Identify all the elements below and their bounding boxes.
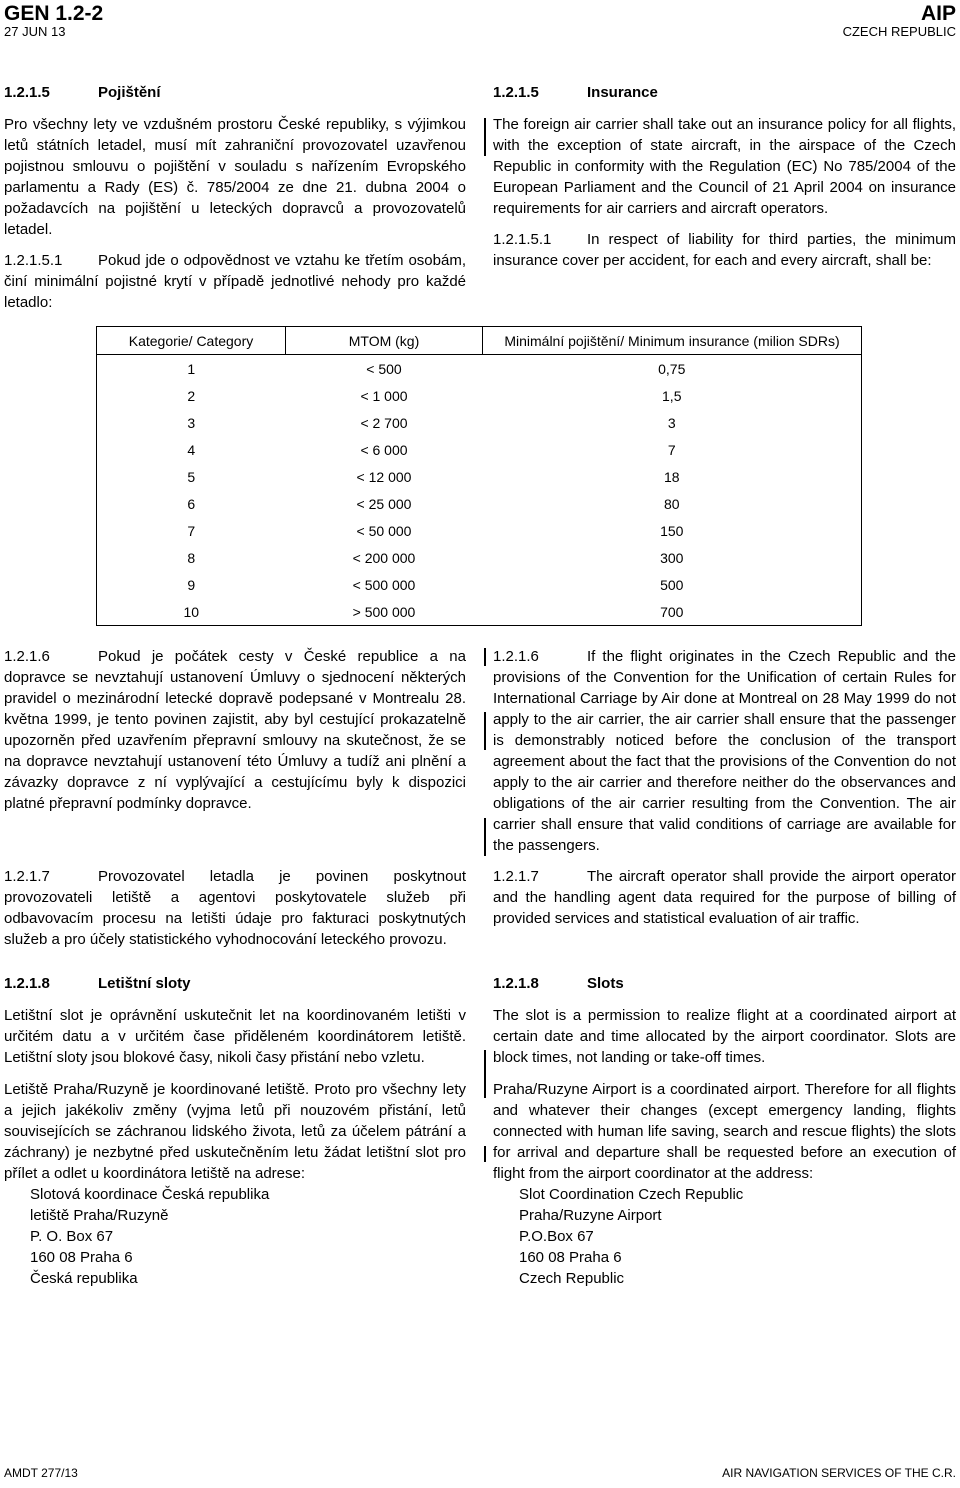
cell-insurance: 700 xyxy=(483,598,862,626)
country-label: CZECH REPUBLIC xyxy=(842,24,956,39)
en-address-block xyxy=(519,1184,956,1289)
paragraph-text: The aircraft operator shall provide the airport operator and the handling agent data required for the purpose of billing of provided services and statistical evaluation of air traffic. xyxy=(493,868,956,927)
address-line: Česká republika xyxy=(30,1270,138,1287)
table-row xyxy=(97,463,862,490)
change-bar xyxy=(484,818,486,856)
cell-category: 7 xyxy=(97,517,286,544)
section-number: 1.2.1.5 xyxy=(4,84,50,101)
cell-category: 10 xyxy=(97,598,286,626)
change-bar xyxy=(484,1146,486,1162)
paragraph-text: If the flight originates in the Czech Republic and the provisions of the Convention for the Unification of certain Rules for International Carriage by Air done at Montreal on 28 May 1999 do not apply to the air carrier, the air carrier shall ensure that the passenger is demonstrably noticed before the conclusion of the transport agreement about the fact that the provisions of the Convention do not apply to the air carrier and therefore neither do the observances and obligations of the air carrier resulting from the Convention. The air carrier shall ensure that valid conditions of carriage are available for the passengers. xyxy=(493,648,956,854)
en-insurance-paragraph: The foreign air carrier shall take out an insurance policy for all flights, with the exception of state aircraft, in the airspace of the Czech Republic in conformity with the Regulation (EC) No 785/2004 of the European Parliament and the Council of 21 April 2004 on insurance requirements for air carriers and aircraft operators. xyxy=(493,116,956,217)
header-mtom: MTOM (kg) xyxy=(286,327,483,355)
cz-montreal-paragraph xyxy=(4,646,466,814)
section-number: 1.2.1.7 xyxy=(4,868,50,885)
address-line: P.O.Box 67 xyxy=(519,1228,594,1245)
section-number: 1.2.1.8 xyxy=(493,975,539,992)
cell-insurance: 3 xyxy=(483,409,862,436)
section-title: Letištní sloty xyxy=(98,975,191,992)
address-line: 160 08 Praha 6 xyxy=(30,1249,133,1266)
change-bar xyxy=(484,712,486,750)
cell-mtom: < 500 000 xyxy=(352,576,416,593)
section-number: 1.2.1.7 xyxy=(493,868,539,885)
cell-mtom: < 1 000 xyxy=(360,387,408,404)
cz-insurance-paragraph: Pro všechny lety ve vzdušném prostoru České republiky, s výjimkou letů státních letadel, musí mít zahraniční provozovatel uzavřenou pojistnou smlouvu o pojištění v souladu s nařízením Evropského parlamentu a Rady (ES) č. 785/2004 ze dne 21. dubna 2004 o požadavcích na pojištění u leteckých dopravců a provozovatelů letadel. xyxy=(4,116,466,238)
cell-mtom: > 500 000 xyxy=(286,598,483,626)
change-bar xyxy=(484,648,486,666)
table-row xyxy=(97,571,862,598)
cell-category: 4 xyxy=(97,436,286,463)
address-line: Czech Republic xyxy=(519,1270,625,1287)
table-row xyxy=(97,382,862,409)
cz-coordinated-airport-paragraph: Letiště Praha/Ruzyně je koordinované letiště. Proto pro všechny lety a jejich jakékoliv změny (vyjma letů při nouzovém přistání, letů souvisejících se záchranou lidského života, letů za účelem pátrání a záchrany) je nezbytné před uskutečněním letu žádat letištní slot pro přílet a odlet u koordinátora letiště na adrese: xyxy=(4,1081,466,1182)
cell-category: 1 xyxy=(97,355,286,383)
en-slot-definition-paragraph: The slot is a permission to realize flight at a coordinated airport at certain date and time allocated by the airport coordinator. Slots are block times, not landing or take-off times. xyxy=(493,1007,956,1066)
cell-category: 6 xyxy=(97,490,286,517)
paragraph-text: Pokud jde o odpovědnost ve vztahu ke třetím osobám, činí minimální pojistné krytí v případě jednotlivé nehody pro každé letadlo: xyxy=(4,252,466,311)
cell-category: 3 xyxy=(97,409,286,436)
cell-insurance: 300 xyxy=(483,544,862,571)
address-line: letiště Praha/Ruzyně xyxy=(30,1207,169,1224)
cell-category: 8 xyxy=(97,544,286,571)
cell-category: 2 xyxy=(97,382,286,409)
table-row xyxy=(97,355,862,383)
cell-insurance: 7 xyxy=(483,436,862,463)
en-section-top xyxy=(493,82,956,271)
header-minimum-insurance: Minimální pojištění/ Minimum insurance (milion SDRs) xyxy=(483,327,862,355)
section-title: Slots xyxy=(587,975,624,992)
cz-slot-definition-paragraph: Letištní slot je oprávnění uskutečnit let na koordinovaném letišti v určitém datu a v určitém čase přiděleném koordinátorem letiště. Letištní sloty jsou blokové časy, nikoli časy přistání nebo vzletu. xyxy=(4,1007,466,1066)
en-heading-slots xyxy=(493,973,956,994)
section-number: 1.2.1.5 xyxy=(493,84,539,101)
cz-operator-data-paragraph xyxy=(4,866,466,950)
address-line: Praha/Ruzyne Airport xyxy=(519,1207,662,1224)
address-line: Slot Coordination Czech Republic xyxy=(519,1186,744,1203)
en-operator-data-paragraph xyxy=(493,866,956,929)
amendment-number: AMDT 277/13 xyxy=(4,1466,78,1480)
cell-mtom: < 200 000 xyxy=(352,549,416,566)
paragraph-text: Pokud je počátek cesty v České republice a na dopravce se nevztahují ustanovení Úmluvy o sjednocení některých pravidel o mezinárodní letecké dopravě podepsané v Montrealu 28. května 1999, je tento povinen zajistit, aby byl cestující prokazatelně upozorněn před uzavřením přepravní smlouvy na skutečnost, že se na dopravce nevztahují ustanovení této Úmluvy a tudíž ani plnění a závazky dopravce z ní vyplývající a cestujícímu byly k dispozici platné přepravní podmínky dopravce. xyxy=(4,648,466,812)
cz-section-top xyxy=(4,82,466,313)
cz-liability-paragraph xyxy=(4,250,466,313)
document-title: AIP xyxy=(920,2,956,25)
table-row xyxy=(97,544,862,571)
en-liability-paragraph xyxy=(493,229,956,271)
cell-mtom: < 2 700 xyxy=(360,414,408,431)
cell-insurance: 500 xyxy=(483,571,862,598)
cell-mtom: < 500 xyxy=(366,360,402,377)
page-number: GEN 1.2-2 xyxy=(4,2,104,25)
section-number: 1.2.1.6 xyxy=(4,648,50,665)
section-number: 1.2.1.5.1 xyxy=(493,231,552,248)
header-category: Kategorie/ Category xyxy=(97,327,286,355)
cell-insurance: 0,75 xyxy=(483,355,862,383)
issue-date: 27 JUN 13 xyxy=(4,24,66,39)
table-row xyxy=(97,598,862,626)
publisher: AIR NAVIGATION SERVICES OF THE C.R. xyxy=(722,1466,956,1480)
address-line: Slotová koordinace Česká republika xyxy=(30,1186,270,1203)
change-bar xyxy=(484,118,486,156)
table-row xyxy=(97,409,862,436)
address-line: P. O. Box 67 xyxy=(30,1228,114,1245)
cell-mtom: < 12 000 xyxy=(356,468,412,485)
insurance-table xyxy=(96,326,862,626)
en-heading-insurance xyxy=(493,82,956,103)
cz-heading-insurance xyxy=(4,82,466,103)
table-row xyxy=(97,436,862,463)
cell-mtom: < 6 000 xyxy=(360,441,408,458)
table-header-row xyxy=(97,327,862,355)
paragraph-text: Provozovatel letadla je povinen poskytnout provozovateli letiště a agentovi poskytovatele služeb při odbavovacím procesu na letišti údaje pro fakturaci poskytnutých služeb a pro účely statistického vyhodnocování leteckého provozu. xyxy=(4,868,466,948)
address-line: 160 08 Praha 6 xyxy=(519,1249,622,1266)
en-montreal-paragraph xyxy=(493,646,956,856)
section-number: 1.2.1.8 xyxy=(4,975,50,992)
cz-section-lower xyxy=(4,646,466,1289)
en-section-lower xyxy=(493,646,956,1289)
change-bar xyxy=(484,1050,486,1098)
cell-insurance: 1,5 xyxy=(483,382,862,409)
cell-insurance: 18 xyxy=(483,463,862,490)
section-number: 1.2.1.6 xyxy=(493,648,539,665)
cell-category: 5 xyxy=(97,463,286,490)
cz-address-block xyxy=(30,1184,466,1289)
cz-heading-slots xyxy=(4,973,466,994)
section-number: 1.2.1.5.1 xyxy=(4,252,63,269)
cell-insurance: 150 xyxy=(483,517,862,544)
cell-category: 9 xyxy=(97,571,286,598)
paragraph-text: In respect of liability for third parties, the minimum insurance cover per accident, for each and every aircraft, shall be: xyxy=(493,231,956,269)
table-row xyxy=(97,490,862,517)
table-row xyxy=(97,517,862,544)
section-title: Insurance xyxy=(587,84,658,101)
cell-insurance: 80 xyxy=(483,490,862,517)
cell-mtom: < 50 000 xyxy=(356,522,412,539)
section-title: Pojištění xyxy=(98,84,161,101)
cell-mtom: < 25 000 xyxy=(356,495,412,512)
en-coordinated-airport-paragraph: Praha/Ruzyne Airport is a coordinated airport. Therefore for all flights and whatever their changes (except emergency landing, flights connected with human life saving, search and rescue flights) the slots for arrival and departure shall be requested before an execution of flight from the airport coordinator at the address: xyxy=(493,1081,956,1182)
